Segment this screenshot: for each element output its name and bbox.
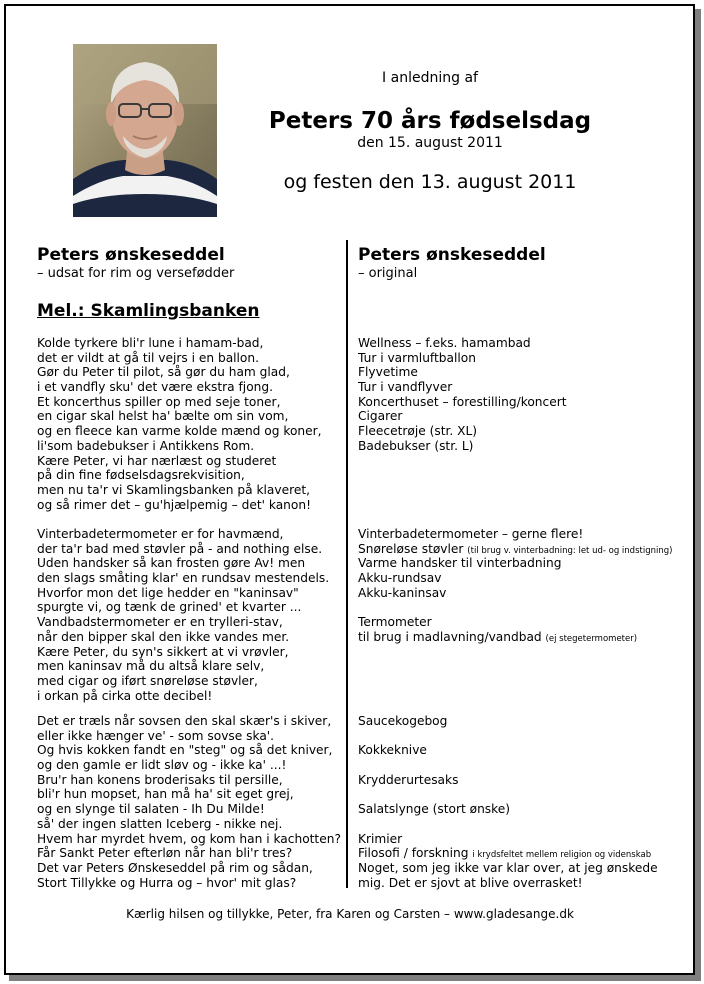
wish-item: Fleecetrøje (str. XL) <box>358 424 478 439</box>
verse-line: og så rimer det – gu'hjælpemig – det' kanon! <box>37 497 311 512</box>
portrait-photo-icon <box>73 44 217 217</box>
verse-line: Vandbadstermometer er en trylleri-stav, <box>37 615 283 630</box>
birthday-date: den 15. august 2011 <box>357 135 503 151</box>
wish-item <box>358 542 672 557</box>
wish-item: Cigarer <box>358 409 403 424</box>
verse-line: bli'r hun mopset, han må ha' sit eget grej, <box>37 787 294 802</box>
wish-item: Badebukser (str. L) <box>358 438 474 453</box>
verse-line: eller ikke hænger ve' - som sovse ska'. <box>37 728 275 743</box>
wishlist-block-2 <box>358 527 672 645</box>
wish-item-note: (ej stegetermometer) <box>545 633 638 644</box>
verse-1 <box>37 336 322 512</box>
wish-item: Salatslynge (stort ønske) <box>358 802 511 817</box>
verse-line: og en slynge til salaten - Ih Du Milde! <box>37 802 265 817</box>
wishlist-block-3 <box>358 714 658 890</box>
occasion-text: I anledning af <box>382 70 478 86</box>
wish-item: Tur i varmluftballon <box>358 350 476 365</box>
wish-item-main: til brug i madlavning/vandbad <box>358 629 542 644</box>
verse-line: Vinterbadetermometer er for havmænd, <box>37 527 284 541</box>
wish-item-main: Filosofi / forskning <box>358 846 469 861</box>
verse-line: Kære Peter, vi har nærlæst og studeret <box>37 453 277 468</box>
spacer <box>358 758 658 773</box>
page-shadow-right <box>695 9 701 981</box>
wish-item-note: (til brug v. vinterbadning: let ud- og indstigning) <box>467 545 673 556</box>
verse-line: spurgte vi, og tænk de grined' et kvarter ... <box>37 600 302 615</box>
spacer <box>358 787 658 802</box>
verse-line: Stort Tillykke og Hurra og – hvor' mit glas? <box>37 875 297 890</box>
verse-line: når den bipper skal den ikke vandes mer. <box>37 629 290 644</box>
wish-item: Noget, som jeg ikke var klar over, at jeg ønskede <box>358 860 658 875</box>
wish-item: Varme handsker til vinterbadning <box>358 556 562 571</box>
verse-line: men kaninsav må du altså klare selv, <box>37 659 265 674</box>
verse-line: Det er træls når sovsen den skal skær's i skiver, <box>37 714 332 728</box>
portrait-photo <box>73 44 217 217</box>
right-heading: Peters ønskeseddel <box>358 245 546 265</box>
verse-line: Kolde tyrkere bli'r lune i hamam-bad, <box>37 336 264 350</box>
verse-line: Hvem har myrdet hvem, og kom han i kachotten? <box>37 831 341 846</box>
wish-item-note: i krydsfeltet mellem religion og videnskab <box>472 850 652 861</box>
verse-3 <box>37 714 341 890</box>
spacer <box>358 729 658 744</box>
wish-item: Tur i vandflyver <box>358 380 453 395</box>
verse-line: Og hvis kokken fandt en "steg" og så det kniver, <box>37 743 333 758</box>
wish-item: Krimier <box>358 831 403 846</box>
right-subheading: – original <box>358 266 418 281</box>
wish-item: Akku-rundsav <box>358 571 442 586</box>
wish-item <box>358 630 672 645</box>
verse-line: og den gamle er lidt sløv og - ikke ka' ...! <box>37 758 287 773</box>
wishlist-block-1 <box>358 336 567 454</box>
verse-line: Gør du Peter til pilot, så gør du ham glad, <box>37 365 290 380</box>
verse-line: det er vildt at gå til vejrs i en ballon. <box>37 350 259 365</box>
wish-item: Koncerthuset – forestilling/koncert <box>358 394 567 409</box>
verse-line: i et vandfly sku' det være ekstra fjong. <box>37 380 273 395</box>
footer-greeting: Kærlig hilsen og tillykke, Peter, fra Karen og Carsten – www.gladesange.dk <box>126 907 574 921</box>
left-subheading: – udsat for rim og versefødder <box>37 266 235 281</box>
wish-item: mig. Det er sjovt at blive overrasket! <box>358 875 583 890</box>
column-divider <box>346 240 348 888</box>
verse-line: li'som badebukser i Antikkens Rom. <box>37 438 255 453</box>
verse-line: på din fine fødselsdagsrekvisition, <box>37 468 245 483</box>
wish-item: Akku-kaninsav <box>358 585 447 600</box>
verse-line: Kære Peter, du syn's sikkert at vi vrøvler, <box>37 644 289 659</box>
wish-item: Saucekogebog <box>358 714 448 728</box>
party-date: og festen den 13. august 2011 <box>283 171 577 193</box>
spacer <box>358 817 658 832</box>
verse-line: Et koncerthus spiller op med seje toner, <box>37 394 281 409</box>
verse-line: men nu ta'r vi Skamlingsbanken på klaveret, <box>37 482 310 497</box>
verse-line: Bru'r han konens broderisaks til persille, <box>37 772 283 787</box>
verse-line: Hvorfor mon det lige hedder en "kaninsav" <box>37 585 299 600</box>
verse-line: Får Sankt Peter efterløn når han bli'r tres? <box>37 846 293 861</box>
verse-line: der ta'r bad med støvler på - and nothing else. <box>37 541 323 556</box>
page-title: Peters 70 års fødselsdag <box>268 108 592 134</box>
wish-item: Krydderurtesaks <box>358 772 459 787</box>
wish-item: Termometer <box>358 615 432 630</box>
verse-line: Det var Peters Ønskeseddel på rim og sådan, <box>37 860 313 875</box>
wish-item: Wellness – f.eks. hamambad <box>358 336 531 350</box>
page-shadow-bottom <box>9 975 701 981</box>
spacer <box>358 600 672 615</box>
verse-line: Uden handsker så kan frosten gøre Av! men <box>37 556 306 571</box>
wish-item-main: Snøreløse støvler <box>358 541 464 556</box>
verse-line: en cigar skal helst ha' bælte om sin vom, <box>37 409 289 424</box>
verse-line: med cigar og iført snøreløse støvler, <box>37 673 258 688</box>
verse-2 <box>37 527 329 703</box>
wish-item <box>358 846 658 861</box>
melody-heading: Mel.: Skamlingsbanken <box>37 301 260 321</box>
wish-item: Flyvetime <box>358 365 418 380</box>
left-heading: Peters ønskeseddel <box>37 245 225 265</box>
verse-line: så' der ingen slatten Iceberg - nikke nej. <box>37 816 283 831</box>
verse-line: og en fleece kan varme kolde mænd og koner, <box>37 424 322 439</box>
wish-item: Vinterbadetermometer – gerne flere! <box>358 527 584 541</box>
verse-line: den slags småting klar' en rundsav mestendels. <box>37 571 330 586</box>
wish-item: Kokkeknive <box>358 743 427 758</box>
verse-line: i orkan på cirka otte decibel! <box>37 688 213 703</box>
